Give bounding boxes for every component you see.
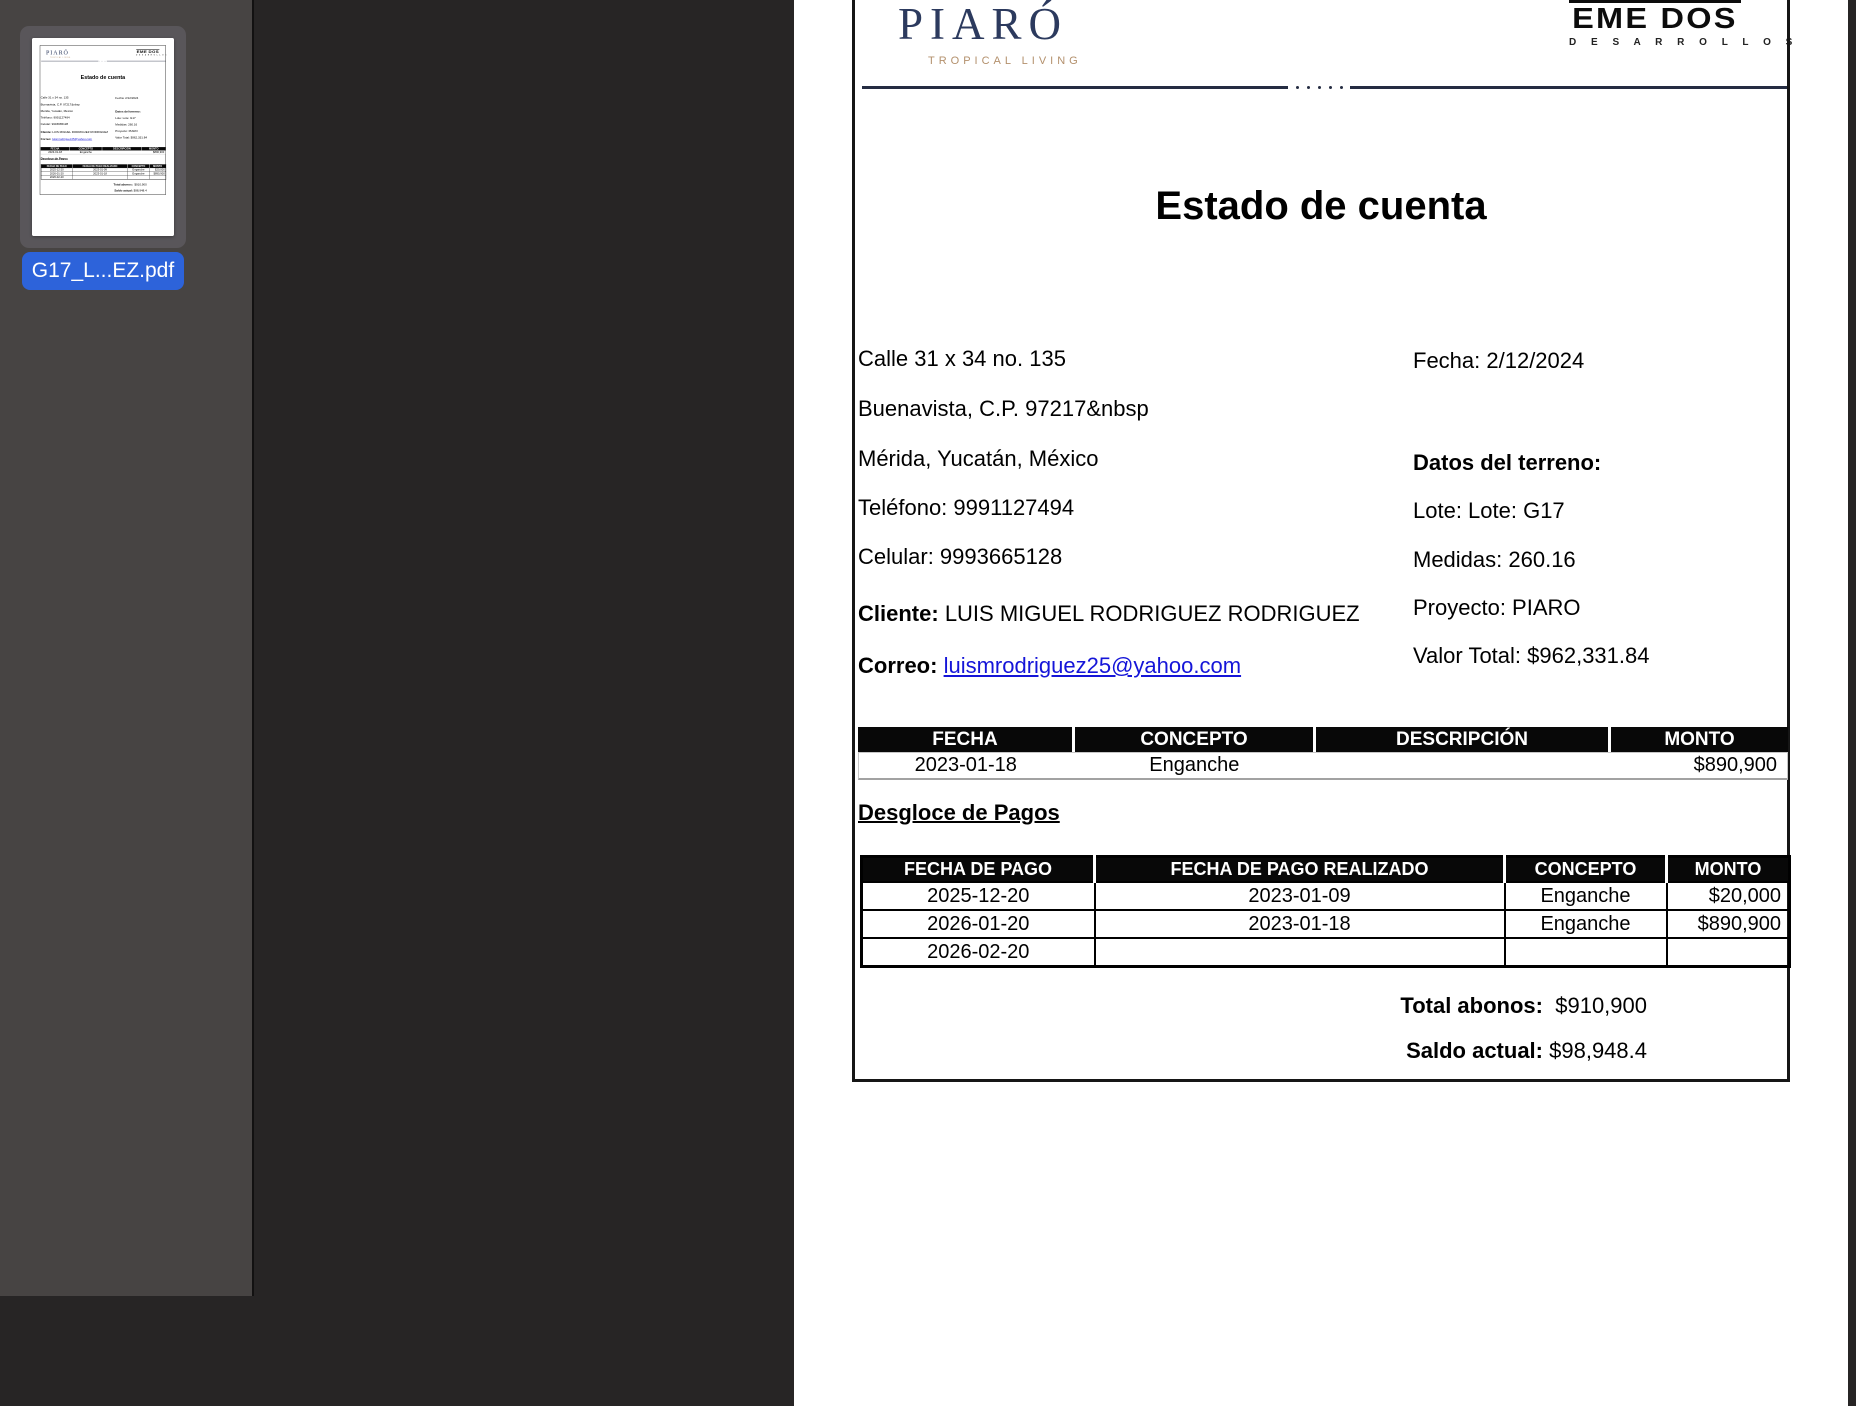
payments-table [858, 727, 1788, 780]
address-line-1: Calle 31 x 34 no. 135 [858, 346, 1066, 371]
total-abonos-line [852, 993, 1647, 1019]
cell-monto: $890,900 [1667, 910, 1790, 938]
address-line-3: Mérida, Yucatán, México [858, 446, 1099, 471]
column-header-concepto: CONCEPTO [1505, 857, 1667, 883]
column-header-fecha-de-pago: FECHA DE PAGO [862, 857, 1095, 883]
cell-monto: $890,900 [1693, 754, 1778, 776]
column-header-concepto: CONCEPTO [1075, 727, 1313, 752]
cell-concepto [1505, 938, 1667, 967]
terrain-heading: Datos del terreno: [1413, 450, 1602, 475]
cell-concepto: Enganche [1505, 910, 1667, 938]
table-row [862, 910, 1790, 938]
emedos-logo-tagline: D E S A R R O L L O S [1569, 37, 1799, 48]
cell-fecha-realizado: 2023-01-18 [1095, 910, 1505, 938]
piaro-tagline: TROPICAL LIVING [928, 55, 1082, 67]
breakdown-heading: Desgloce de Pagos [858, 800, 1060, 825]
piaro-logo: PIARÓ [898, 0, 1069, 49]
total-abonos-label: Total abonos: [1400, 993, 1543, 1018]
client-label: Cliente: [858, 601, 939, 626]
date-line: Fecha: 2/12/2024 [1413, 348, 1585, 373]
column-header-descripcion: DESCRIPCIÓN [1316, 727, 1608, 752]
terrain-valor-total: Valor Total: $962,331.84 [1413, 643, 1650, 668]
cell-fecha: 2023-01-18 [914, 754, 1017, 776]
breakdown-table-header [862, 857, 1790, 883]
column-header-fecha-realizado: FECHA DE PAGO REALIZADO [1095, 857, 1505, 883]
terrain-medidas: Medidas: 260.16 [1413, 547, 1576, 572]
client-line [858, 601, 1360, 627]
pdf-thumbnail[interactable] [32, 38, 174, 236]
phone-line: Teléfono: 9991127494 [858, 495, 1075, 520]
column-header-monto: MONTO [1611, 727, 1788, 752]
email-link[interactable]: luismrodriguez25@yahoo.com [943, 653, 1242, 678]
cell-concepto: Enganche [1505, 882, 1667, 910]
saldo-actual-line [852, 1038, 1647, 1064]
column-header-monto: MONTO [1667, 857, 1790, 883]
cell-fecha-realizado [1095, 938, 1505, 967]
email-line [858, 653, 1241, 679]
cell-fecha-realizado: 2023-01-09 [1095, 882, 1505, 910]
cell-monto: $20,000 [1667, 882, 1790, 910]
emedos-logo-name: EME DOS [1572, 3, 1738, 35]
client-name: LUIS MIGUEL RODRIGUEZ RODRIGUEZ [944, 601, 1360, 626]
address-line-2: Buenavista, C.P. 97217&nbsp [858, 396, 1149, 421]
cell-concepto: Enganche [1149, 754, 1240, 776]
cell-monto [1667, 938, 1790, 967]
saldo-actual-value: $98,948.4 [1549, 1038, 1647, 1063]
cell-fecha-pago: 2025-12-20 [862, 882, 1095, 910]
document-page [794, 0, 1848, 1406]
column-header-fecha: FECHA [858, 727, 1072, 752]
thumbnail-sidebar [0, 0, 254, 1296]
table-row [862, 882, 1790, 910]
total-abonos-value: $910,900 [1555, 993, 1647, 1018]
cell-line: Celular: 9993665128 [858, 544, 1063, 569]
document-title: Estado de cuenta [1155, 184, 1487, 228]
document-page: PIARÓ TROPICAL LIVING EME DOS D E S A R R O L L O S Estado de cuenta Calle 31 x 34 no. 135 Buenavista, C.P. 97217&nbsp Mérida, Yucatán, México Teléfono: 9991127494 Celular: 9993665128 Cliente: LUIS MIGUEL RODRIGUEZ RODRIGUEZ Correo: luismrodriguez25@yahoo.com Fecha: 2/12/2024 Datos del terreno: Lote: Lote: G17 Medidas: 260.16 Proyecto: PIARO Valor Total: $962,331.84 FECHA CONCEPTO DESCRIPCIÓN MONTO 2023-01-18 Enganche $890,900 Desgloce de Pagos FECHA DE PAGO FECHA DE PAGO REALIZADO CONCEPTO MONTO 2025-12-20 2023-01-09 Enganche $20,000 2026-01-20 2023-01-18 Enganche $890,900 2026-02-20 Total abonos: $910,900 Saldo actual: $98,948.4 [32, 38, 174, 236]
table-row [858, 752, 1788, 780]
payments-table-header [858, 727, 1788, 752]
saldo-actual-label: Saldo actual: [1406, 1038, 1543, 1063]
terrain-proyecto: Proyecto: PIARO [1413, 595, 1581, 620]
pdf-filename-label[interactable]: G17_L...EZ.pdf [22, 252, 184, 290]
terrain-lote: Lote: Lote: G17 [1413, 498, 1565, 523]
cell-descripcion [1316, 753, 1607, 778]
cell-fecha-pago: 2026-01-20 [862, 910, 1095, 938]
table-row [862, 938, 1790, 967]
email-label: Correo: [858, 653, 938, 678]
breakdown-table [860, 855, 1791, 968]
cell-fecha-pago: 2026-02-20 [862, 938, 1095, 967]
